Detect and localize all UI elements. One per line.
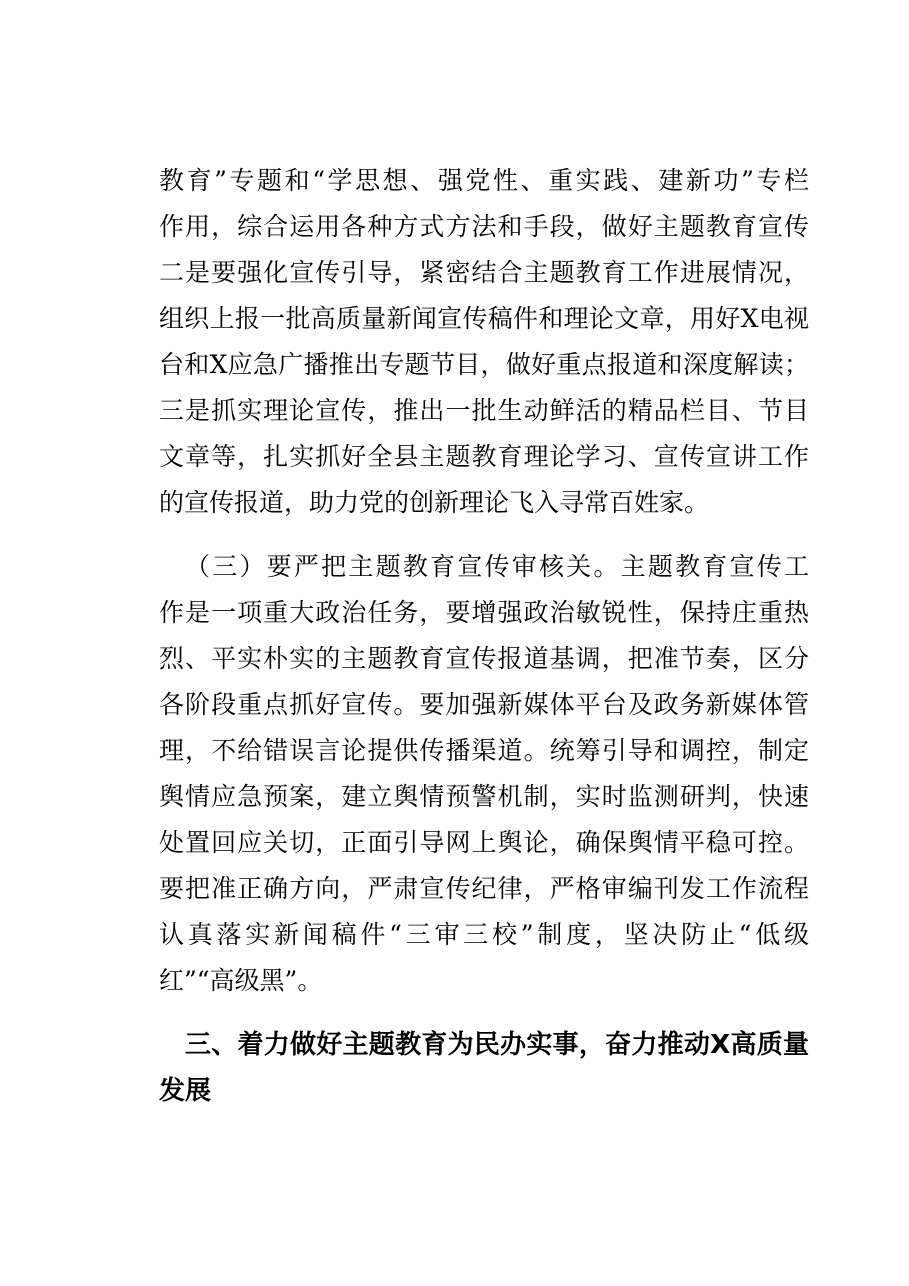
- heading-line: 发展: [159, 1076, 212, 1106]
- text-line: 烈、平实朴实的主题教育宣传报道基调，把准节奏，区分: [159, 644, 809, 673]
- text-line: （三）要严把主题教育宣传审核关。主题教育宣传工: [185, 552, 809, 581]
- text-line: 舆情应急预案，建立舆情预警机制，实时监测研判，快速: [159, 782, 809, 811]
- heading-line: 三、着力做好主题教育为民办实事，奋力推动X高质量: [185, 1030, 809, 1060]
- text-line: 作用，综合运用各种方式方法和手段，做好主题教育宣传: [159, 212, 809, 241]
- text-line: 红”“高级黑”。: [159, 966, 323, 995]
- text-line: 二是要强化宣传引导，紧密结合主题教育工作进展情况，: [159, 258, 809, 287]
- text-line: 文章等，扎实抓好全县主题教育理论学习、宣传宣讲工作: [159, 442, 809, 471]
- text-line: 组织上报一批高质量新闻宣传稿件和理论文章，用好X电视: [159, 304, 809, 333]
- text-line: 的宣传报道，助力党的创新理论飞入寻常百姓家。: [159, 488, 710, 517]
- text-line: 各阶段重点抓好宣传。要加强新媒体平台及政务新媒体管: [159, 690, 809, 719]
- text-line: 认真落实新闻稿件“三审三校”制度，坚决防止“低级: [159, 920, 809, 949]
- text-line: 处置回应关切，正面引导网上舆论，确保舆情平稳可控。: [159, 828, 809, 857]
- text-line: 要把准正确方向，严肃宣传纪律，严格审编刊发工作流程: [159, 874, 809, 903]
- text-line: 台和X应急广播推出专题节目，做好重点报道和深度解读；: [159, 350, 809, 379]
- text-line: 教育”专题和“学思想、强党性、重实践、建新功”专栏: [159, 166, 809, 195]
- text-line: 三是抓实理论宣传，推出一批生动鲜活的精品栏目、节目: [159, 396, 809, 425]
- text-line: 作是一项重大政治任务，要增强政治敏锐性，保持庄重热: [159, 598, 809, 627]
- text-line: 理，不给错误言论提供传播渠道。统筹引导和调控，制定: [159, 736, 809, 765]
